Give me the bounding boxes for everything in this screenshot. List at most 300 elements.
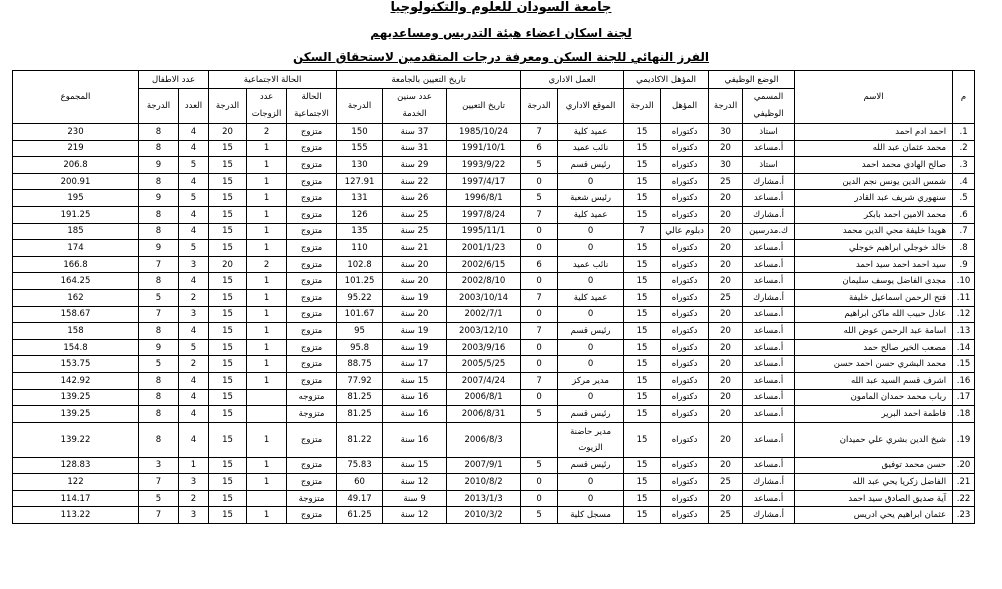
cell-hire-degree: 155 [337,140,383,157]
col-group-hire-date: تاريخ التعيين بالجامعة [337,71,521,89]
cell-job-title: أ.مساعد [743,140,795,157]
cell-admin-position: 0 [558,273,624,290]
cell-service-years: 12 سنة [383,474,447,491]
cell-children-count: 4 [179,140,209,157]
cell-qualification: دكتوراه [661,289,709,306]
cell-children-count: 5 [179,240,209,257]
cell-qualification: دكتوراه [661,206,709,223]
cell-social-degree: 15 [209,372,247,389]
cell-index: 16. [953,372,975,389]
cell-admin-position: عميد كلية [558,206,624,223]
cell-service-years: 25 سنة [383,206,447,223]
cell-service-years: 37 سنة [383,124,447,141]
table-row [13,356,975,373]
cell-hire-degree: 110 [337,240,383,257]
cell-hire-degree: 75.83 [337,457,383,474]
cell-social-degree: 15 [209,422,247,457]
cell-social-degree: 15 [209,490,247,507]
table-row [13,223,975,240]
cell-admin-degree: 0 [521,356,558,373]
cell-children-count: 4 [179,422,209,457]
cell-name: سنهوري شريف عبد القادر [795,190,953,207]
cell-qualification-degree: 15 [624,206,661,223]
cell-social-degree: 15 [209,273,247,290]
cell-total: 162 [13,289,139,306]
cell-service-years: 20 سنة [383,306,447,323]
cell-admin-degree: 0 [521,474,558,491]
table-row [13,389,975,406]
cell-admin-position: رئيس قسم [558,157,624,174]
cell-social-degree: 15 [209,339,247,356]
cell-job-degree: 25 [709,173,743,190]
cell-service-years: 12 سنة [383,507,447,524]
cell-qualification: دكتوراه [661,356,709,373]
cell-admin-degree: 5 [521,157,558,174]
cell-job-degree: 20 [709,339,743,356]
cell-name: آية صديق الصادق سيد احمد [795,490,953,507]
cell-children-count: 4 [179,389,209,406]
cell-name: الفاضل زكريا يحي عبد الله [795,474,953,491]
cell-children-count: 3 [179,256,209,273]
cell-children-degree: 9 [139,339,179,356]
cell-social-degree: 15 [209,389,247,406]
table-row [13,372,975,389]
cell-hire-degree: 61.25 [337,507,383,524]
cell-children-degree: 7 [139,507,179,524]
cell-hire-date: 1996/8/1 [447,190,521,207]
cell-children-count: 2 [179,289,209,306]
cell-service-years: 16 سنة [383,389,447,406]
cell-social-status: متزوج [287,422,337,457]
cell-index: 1. [953,124,975,141]
cell-total: 174 [13,240,139,257]
col-admin-position: الموقع الاداري [558,89,624,124]
cell-qualification-degree: 15 [624,306,661,323]
cell-qualification-degree: 15 [624,140,661,157]
col-group-admin-work: العمل الاداري [521,71,624,89]
cell-hire-date: 1997/8/24 [447,206,521,223]
col-admin-degree: الدرجة [521,89,558,124]
cell-job-title: ك.مدرسين [743,223,795,240]
cell-spouses: 1 [247,289,287,306]
cell-admin-position: رئيس شعبة [558,190,624,207]
cell-hire-degree: 88.75 [337,356,383,373]
cell-total: 230 [13,124,139,141]
cell-admin-position: 0 [558,306,624,323]
cell-total: 139.25 [13,406,139,423]
cell-name: عثمان ابراهيم يحي ادريس [795,507,953,524]
cell-name: احمد ادم احمد [795,124,953,141]
cell-name: شيخ الدين بشري علي حميدان [795,422,953,457]
col-spouses: عدد الزوجات [247,89,287,124]
table-row [13,157,975,174]
cell-name: مجدى الفاضل يوسف سليمان [795,273,953,290]
cell-hire-degree: 101.67 [337,306,383,323]
cell-hire-degree: 126 [337,206,383,223]
cell-spouses: 1 [247,273,287,290]
col-hire-degree: الدرجة [337,89,383,124]
cell-social-degree: 15 [209,323,247,340]
table-row [13,240,975,257]
col-qualification: المؤهل [661,89,709,124]
cell-spouses: 2 [247,124,287,141]
cell-service-years: 15 سنة [383,457,447,474]
cell-spouses: 1 [247,457,287,474]
cell-qualification: دكتوراه [661,490,709,507]
cell-service-years: 15 سنة [383,372,447,389]
cell-total: 154.8 [13,339,139,356]
cell-hire-date: 2002/7/1 [447,306,521,323]
cell-spouses: 1 [247,306,287,323]
cell-children-degree: 7 [139,474,179,491]
cell-total: 128.83 [13,457,139,474]
cell-social-degree: 15 [209,190,247,207]
cell-admin-degree: 7 [521,124,558,141]
cell-qualification-degree: 15 [624,190,661,207]
cell-index: 12. [953,306,975,323]
cell-qualification: دكتوراه [661,474,709,491]
cell-admin-degree: 7 [521,323,558,340]
cell-index: 10. [953,273,975,290]
cell-qualification-degree: 15 [624,356,661,373]
cell-admin-degree [521,422,558,457]
cell-total: 158.67 [13,306,139,323]
cell-name: فتح الرحمن اسماعيل خليفة [795,289,953,306]
table-row [13,190,975,207]
cell-hire-date: 2002/8/10 [447,273,521,290]
cell-index: 7. [953,223,975,240]
cell-total: 158 [13,323,139,340]
cell-hire-date: 1985/10/24 [447,124,521,141]
cell-service-years: 17 سنة [383,356,447,373]
cell-children-degree: 5 [139,289,179,306]
cell-children-count: 3 [179,474,209,491]
cell-admin-degree: 0 [521,389,558,406]
cell-qualification: دبلوم عالي [661,223,709,240]
cell-children-degree: 8 [139,140,179,157]
cell-name: رباب محمد حمدان المامون [795,389,953,406]
cell-index: 6. [953,206,975,223]
cell-qualification-degree: 15 [624,157,661,174]
cell-qualification-degree: 15 [624,273,661,290]
cell-children-count: 3 [179,507,209,524]
cell-hire-date: 1997/4/17 [447,173,521,190]
cell-admin-degree: 0 [521,240,558,257]
col-social-degree: الدرجة [209,89,247,124]
cell-children-count: 5 [179,190,209,207]
cell-children-degree: 3 [139,457,179,474]
cell-qualification: دكتوراه [661,422,709,457]
cell-hire-date: 2010/3/2 [447,507,521,524]
cell-admin-position: عميد كلية [558,124,624,141]
cell-job-title: أ.مساعد [743,323,795,340]
cell-total: 153.75 [13,356,139,373]
cell-admin-position: 0 [558,490,624,507]
cell-spouses: 1 [247,140,287,157]
cell-hire-degree: 77.92 [337,372,383,389]
cell-index: 19. [953,422,975,457]
cell-hire-date: 2007/4/24 [447,372,521,389]
cell-job-title: أ.مساعد [743,190,795,207]
table-row [13,422,975,457]
table-row [13,339,975,356]
cell-hire-degree: 95.22 [337,289,383,306]
col-children-count: العدد [179,89,209,124]
cell-qualification: دكتوراه [661,372,709,389]
cell-admin-degree: 5 [521,190,558,207]
cell-service-years: 9 سنة [383,490,447,507]
cell-social-status: متزوج [287,206,337,223]
cell-hire-degree: 102.8 [337,256,383,273]
cell-hire-date: 2001/1/23 [447,240,521,257]
cell-social-degree: 15 [209,356,247,373]
cell-qualification-degree: 15 [624,507,661,524]
report-title: الفرز النهائي للجنة السكن ومعرفة درجات المتقدمين لاستحقاق السكن [292,50,710,64]
cell-job-degree: 20 [709,223,743,240]
cell-job-title: أ.مساعد [743,422,795,457]
cell-admin-position: مدير حاضنة الزيوت [558,422,624,457]
cell-admin-degree: 0 [521,223,558,240]
cell-job-title: أ.مساعد [743,372,795,389]
cell-hire-date: 1993/9/22 [447,157,521,174]
cell-social-degree: 15 [209,223,247,240]
cell-index: 8. [953,240,975,257]
cell-admin-position: 0 [558,223,624,240]
cell-job-title: استاذ [743,157,795,174]
cell-service-years: 26 سنة [383,190,447,207]
cell-children-degree: 8 [139,406,179,423]
cell-children-count: 5 [179,339,209,356]
cell-admin-degree: 7 [521,206,558,223]
cell-children-count: 1 [179,457,209,474]
cell-spouses: 1 [247,356,287,373]
cell-hire-degree: 81.22 [337,422,383,457]
cell-spouses: 1 [247,206,287,223]
cell-hire-date: 1991/10/1 [447,140,521,157]
table-row [13,140,975,157]
cell-job-degree: 30 [709,124,743,141]
cell-social-status: متزوج [287,240,337,257]
cell-hire-degree: 130 [337,157,383,174]
cell-children-count: 4 [179,124,209,141]
cell-job-title: أ.مشارك [743,206,795,223]
cell-qualification-degree: 15 [624,173,661,190]
cell-children-count: 3 [179,306,209,323]
cell-children-count: 4 [179,323,209,340]
table-row [13,306,975,323]
cell-social-status: متزوج [287,273,337,290]
cell-job-degree: 20 [709,356,743,373]
cell-admin-degree: 7 [521,372,558,389]
cell-index: 9. [953,256,975,273]
cell-spouses [247,490,287,507]
col-qualification-degree: الدرجة [624,89,661,124]
table-row [13,507,975,524]
table-row [13,474,975,491]
cell-job-title: أ.مساعد [743,389,795,406]
cell-name: اسامة عبد الرحمن عوض الله [795,323,953,340]
cell-spouses: 1 [247,240,287,257]
col-name: الاسم [795,71,953,124]
col-social-status: الحالة الاجتماعية [287,89,337,124]
cell-index: 18. [953,406,975,423]
cell-hire-degree: 135 [337,223,383,240]
cell-job-degree: 20 [709,273,743,290]
cell-service-years: 19 سنة [383,339,447,356]
cell-job-degree: 25 [709,289,743,306]
cell-qualification-degree: 15 [624,289,661,306]
cell-children-degree: 5 [139,356,179,373]
col-group-academic: المؤهل الاكاديمي [624,71,709,89]
cell-admin-degree: 5 [521,507,558,524]
cell-qualification: دكتوراه [661,339,709,356]
cell-social-status: متزوج [287,140,337,157]
cell-social-status: متزوج [287,173,337,190]
cell-qualification: دكتوراه [661,323,709,340]
cell-spouses: 1 [247,422,287,457]
cell-job-degree: 20 [709,372,743,389]
cell-children-degree: 8 [139,323,179,340]
cell-qualification: دكتوراه [661,406,709,423]
cell-job-title: أ.مساعد [743,273,795,290]
cell-qualification-degree: 15 [624,389,661,406]
cell-qualification-degree: 15 [624,422,661,457]
cell-job-title: أ.مساعد [743,339,795,356]
col-hire-date: تاريخ التعيين [447,89,521,124]
cell-qualification-degree: 15 [624,256,661,273]
cell-qualification-degree: 15 [624,372,661,389]
cell-children-degree: 8 [139,173,179,190]
cell-admin-position: 0 [558,173,624,190]
cell-hire-date: 2013/1/3 [447,490,521,507]
cell-qualification: دكتوراه [661,507,709,524]
cell-job-title: أ.مشارك [743,474,795,491]
cell-spouses: 1 [247,190,287,207]
cell-hire-date: 2006/8/3 [447,422,521,457]
cell-social-status: متزوج [287,190,337,207]
cell-children-degree: 8 [139,223,179,240]
cell-children-degree: 7 [139,306,179,323]
cell-social-status: متزوجة [287,490,337,507]
cell-hire-date: 2003/12/10 [447,323,521,340]
cell-total: 185 [13,223,139,240]
cell-total: 114.17 [13,490,139,507]
cell-spouses: 1 [247,223,287,240]
cell-qualification-degree: 15 [624,406,661,423]
cell-social-degree: 15 [209,173,247,190]
cell-total: 142.92 [13,372,139,389]
cell-children-degree: 8 [139,273,179,290]
cell-children-count: 4 [179,406,209,423]
cell-job-title: استاذ [743,124,795,141]
cell-children-degree: 8 [139,124,179,141]
cell-admin-degree: 6 [521,256,558,273]
table-row [13,256,975,273]
cell-job-degree: 20 [709,389,743,406]
cell-job-degree: 20 [709,306,743,323]
cell-qualification-degree: 15 [624,457,661,474]
cell-social-status: متزوج [287,306,337,323]
cell-hire-date: 2003/10/14 [447,289,521,306]
table-row [13,457,975,474]
cell-social-status: متزوج [287,372,337,389]
table-row [13,289,975,306]
cell-children-degree: 8 [139,389,179,406]
cell-name: شمس الدين يونس نجم الدين [795,173,953,190]
cell-index: 21. [953,474,975,491]
cell-job-degree: 20 [709,422,743,457]
cell-social-degree: 15 [209,306,247,323]
cell-total: 139.25 [13,389,139,406]
cell-admin-position: 0 [558,339,624,356]
cell-service-years: 21 سنة [383,240,447,257]
cell-social-degree: 15 [209,240,247,257]
col-index: م [953,71,975,124]
col-total: المجموع [13,71,139,124]
cell-name: محمد البشري حسن احمد حسن [795,356,953,373]
cell-spouses: 1 [247,157,287,174]
cell-social-degree: 15 [209,507,247,524]
cell-service-years: 29 سنة [383,157,447,174]
cell-qualification: دكتوراه [661,124,709,141]
cell-name: عادل حبيب الله ماكن ابراهيم [795,306,953,323]
cell-spouses [247,406,287,423]
cell-index: 4. [953,173,975,190]
cell-qualification: دكتوراه [661,457,709,474]
cell-job-degree: 25 [709,507,743,524]
cell-service-years: 25 سنة [383,223,447,240]
cell-index: 2. [953,140,975,157]
cell-children-degree: 9 [139,157,179,174]
cell-total: 191.25 [13,206,139,223]
cell-hire-degree: 95.8 [337,339,383,356]
cell-hire-date: 2002/6/15 [447,256,521,273]
cell-admin-position: نائب عميد [558,140,624,157]
cell-total: 200.91 [13,173,139,190]
col-group-children: عدد الاطفال [139,71,209,89]
cell-admin-degree: 0 [521,339,558,356]
cell-social-degree: 15 [209,157,247,174]
cell-hire-date: 2010/8/2 [447,474,521,491]
cell-children-count: 4 [179,173,209,190]
table-body [13,124,975,524]
cell-admin-position: رئيس قسم [558,323,624,340]
cell-admin-degree: 0 [521,173,558,190]
cell-service-years: 22 سنة [383,173,447,190]
cell-job-degree: 25 [709,474,743,491]
cell-social-degree: 15 [209,457,247,474]
cell-spouses: 1 [247,507,287,524]
table-row [13,406,975,423]
cell-hire-degree: 101.25 [337,273,383,290]
cell-children-degree: 8 [139,206,179,223]
housing-scores-table [12,70,975,524]
cell-job-title: أ.مساعد [743,306,795,323]
cell-admin-degree: 7 [521,289,558,306]
cell-social-status: متزوج [287,356,337,373]
cell-total: 139.22 [13,422,139,457]
cell-admin-position: 0 [558,356,624,373]
cell-job-degree: 20 [709,457,743,474]
cell-spouses: 2 [247,256,287,273]
cell-job-title: أ.مساعد [743,356,795,373]
cell-index: 3. [953,157,975,174]
cell-qualification: دكتوراه [661,157,709,174]
cell-total: 122 [13,474,139,491]
cell-index: 5. [953,190,975,207]
cell-job-degree: 20 [709,190,743,207]
cell-service-years: 20 سنة [383,273,447,290]
